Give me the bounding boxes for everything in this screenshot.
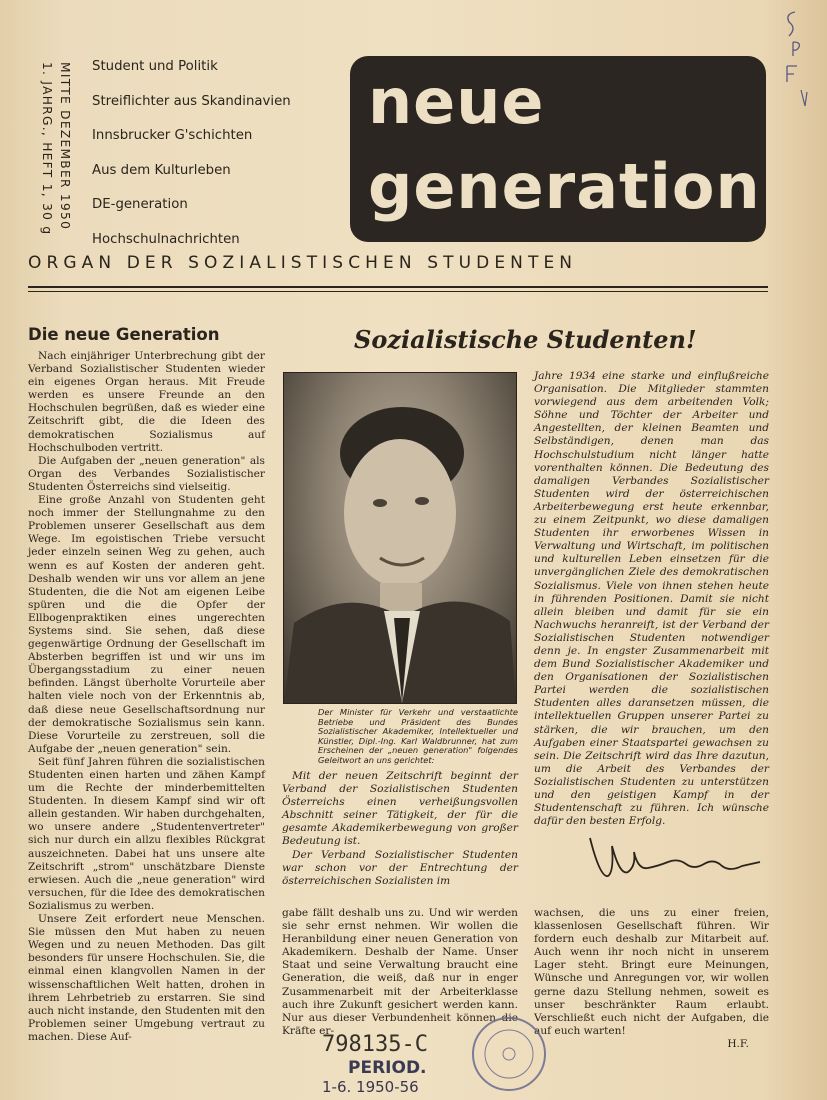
paragraph: Jahre 1934 eine starke und einflußreiche Organisation. Die Mitglieder stammten vorwiegend aus dem arbeitenden Volk; Söhne und Töchter der Arbeiter und Angestellten, der kleinen Beamten und Selbständigen, denen man das Hochschulstudium nicht länger hatte vorenthalten können. Die Bedeutung des damaligen Verbandes Sozialistischer Studenten wird der österreichischen Arbeiterbewegung erst heute erkennbar, zu einem Zeitpunkt, wo diese damaligen Studenten ihr erworbenes Wissen in Verwaltung und Wirtschaft, im politischen und kulturellen Leben einsetzen für die unvergänglichen Ziele des demokratischen Sozialismus. Viele von ihnen stehen heute in führenden Positionen. Damit sie nicht allein bleiben und damit für sie ein Nachwuchs heranreift, ist der Verband der Sozialistischen Studenten notwendiger denn je. In engster Zusammenarbeit mit dem Bund Sozialistischer Akademiker und den Organisationen der Sozialistischen Partei werden die sozialistischen Studenten alles daransetzen müssen, die intellektuellen Gruppen unserer Partei zu stärken, die wir brauchen, um den Aufgaben einer Staatspartei gewachsen zu sein. Die Zeitschrift wird das Ihre dazutun, um die Arbeit des Verbandes der Sozialistischen Studenten zu unterstützen und den geistigen Kampf in der Studentenschaft zu führen. Ich wünsche dafür den besten Erfolg. [534, 370, 769, 828]
period-stamp: PERIOD. [348, 1058, 427, 1078]
handwritten-signature [580, 828, 770, 882]
paragraph: Nach einjähriger Unterbrechung gibt der Verband Sozialistischer Studenten wieder ein eigenes Organ heraus. Mit Freude werden es unsere Freunde an den Hochschulen begrüßen, daß es wieder eine Zeitschrift gibt, die die Ideen des demokratischen Sozialismus auf Hochschulboden vertritt. [28, 350, 265, 454]
foreword-middle-column [282, 770, 518, 888]
organ-subtitle: ORGAN DER SOZIALISTISCHEN STUDENTEN [28, 253, 578, 273]
paragraph: gabe fällt deshalb uns zu. Und wir werden sie sehr ernst nehmen. Wir wollen die Heranbildung einer neuen Generation von Akademikern. Deshalb der Name. Unser Staat und seine Verwaltung braucht eine Generation, die weiß, daß nur in enger Zusammenarbeit mit der Arbeiterklasse auch ihre Zukunft gesichert werden kann. Nur aus dieser Verbundenheit können die Kräfte er- [282, 907, 518, 1037]
main-headline: Sozialistische Studenten! [354, 325, 697, 354]
paragraph: Die Aufgaben der „neuen generation" als Organ des Verbandes Sozialistischer Studenten Österreichs sind vielseitig. [28, 454, 265, 493]
portrait-photo [283, 372, 517, 704]
masthead-logo [350, 56, 766, 242]
seal-icon [474, 1019, 544, 1089]
foreword-right-column [534, 370, 769, 828]
paragraph: wachsen, die uns zu einer freien, klassenlosen Gesellschaft führen. Wir fordern euch deshalb zur Mitarbeit auf. Auch wenn ihr noch nicht in unserem Lager steht. Bringt eure Meinungen, Wünsche und Anregungen vor, wir wollen gerne dazu Stellung nehmen, soweit es unser beschränkter Raum erlaubt. Verschließt euch nicht der Aufgaben, die auf euch warten! [534, 907, 769, 1037]
paragraph: Der Verband Sozialistischer Studenten war schon vor der Entrechtung der österreichischen Sozialisten im [282, 848, 518, 887]
toc-item: DE-generation [92, 197, 188, 212]
bottom-right-column [534, 907, 769, 1051]
table-of-contents [92, 58, 332, 265]
photo-caption: Der Minister für Verkehr und verstaatlichte Betriebe und Präsident des Bundes Sozialistischer Akademiker, Intellektueller und Künstler, Dipl.-Ing. Karl Waldbrunner, hat zum Erscheinen der „neuen generation" folgendes Geleitwort an uns gerichtet: [318, 707, 518, 765]
paragraph: Seit fünf Jahren führen die sozialistischen Studenten einen harten und zähen Kampf um die Rechte der minderbemittelten Studenten. In diesem Kampf sind wir oft allein gestanden. Wir haben durchgehalten, wo unsere andere „Studentenvertreter" sich nur durch ein allzu flexibles Rückgrat auszeichneten. Dabei hat uns unsere alte Zeitschrift „strom" unschätzbare Dienste erwiesen. Auch die „neue generation" wird versuchen, für die Idee des demokratischen Sozialismus zu werben. [28, 755, 265, 912]
author-initials: H.F. [727, 1037, 749, 1050]
masthead-word-neue: neue [368, 65, 545, 138]
toc-item: Student und Politik [92, 59, 218, 74]
article-body [28, 350, 265, 1044]
divider-rule [28, 291, 768, 292]
accession-number: 798135-C [322, 1032, 428, 1057]
paragraph: Unsere Zeit erfordert neue Menschen. Sie müssen den Mut haben zu neuen Wegen und zu neuen Methoden. Das gilt besonders für unsere Hochschulen. Sie, die einmal einen klangvollen Namen in der wissenschaftlichen Welt hatten, drohen in ihrem Lehrbetrieb zu erstarren. Sie sind auch nicht instande, den Studenten mit den Problemen seiner Umgebung vertraut zu machen. Diese Auf- [28, 913, 265, 1043]
library-seal-stamp [472, 1017, 546, 1091]
issue-number: 1. JAHRG., HEFT 1, 30 g [40, 62, 54, 236]
toc-item: Innsbrucker G'schichten [92, 128, 253, 143]
left-article [28, 325, 265, 1044]
toc-item: Aus dem Kulturleben [92, 162, 231, 178]
handwritten-shelfmark [777, 6, 817, 126]
article-title: Die neue Generation [28, 325, 220, 344]
toc-item: Hochschulnachrichten [92, 231, 240, 247]
paragraph: Mit der neuen Zeitschrift beginnt der Verband der Sozialistischen Studenten Österreichs einen verheißungsvollen Abschnitt seiner Tätigkeit, der für die gesamte Akademikerbewegung von großer Bedeutung ist. [282, 770, 518, 848]
portrait-illustration [284, 373, 516, 703]
toc-item: Streiflichter aus Skandinavien [92, 93, 291, 109]
issue-info [14, 60, 74, 260]
paragraph: Eine große Anzahl von Studenten geht noch immer der Stellungnahme zu den Problemen unserer Gesellschaft aus dem Wege. Im egoistischen Triebe versucht jeder einzeln seinen Weg zu gehen, auch wenn es auf Kosten der anderen geht. Deshalb wenden wir uns vor allem an jene Studenten, die die Not am eigenen Leibe spüren und die die Opfer der Ellbogenpraktiken eines ungerechten Systems sind. Sie sehen, daß diese gegenwärtige Ordnung der Gesellschaft im Absterben begriffen ist und wir uns im Übergangsstadium zu einer neuen befinden. Längst überholte Vorurteile aber halten viele noch von der Erkenntnis ab, daß diese neue Gesellschaftsordnung nur der demokratische Sozialismus sein kann. Diese Vorurteile zu zerstreuen, soll die Aufgabe der „neuen generation" sein. [28, 494, 265, 755]
volume-range: 1-6. 1950-56 [322, 1078, 419, 1096]
masthead-word-generation: generation [368, 150, 761, 223]
issue-date: MITTE DEZEMBER 1950 [58, 62, 72, 231]
divider-rule [28, 286, 768, 288]
